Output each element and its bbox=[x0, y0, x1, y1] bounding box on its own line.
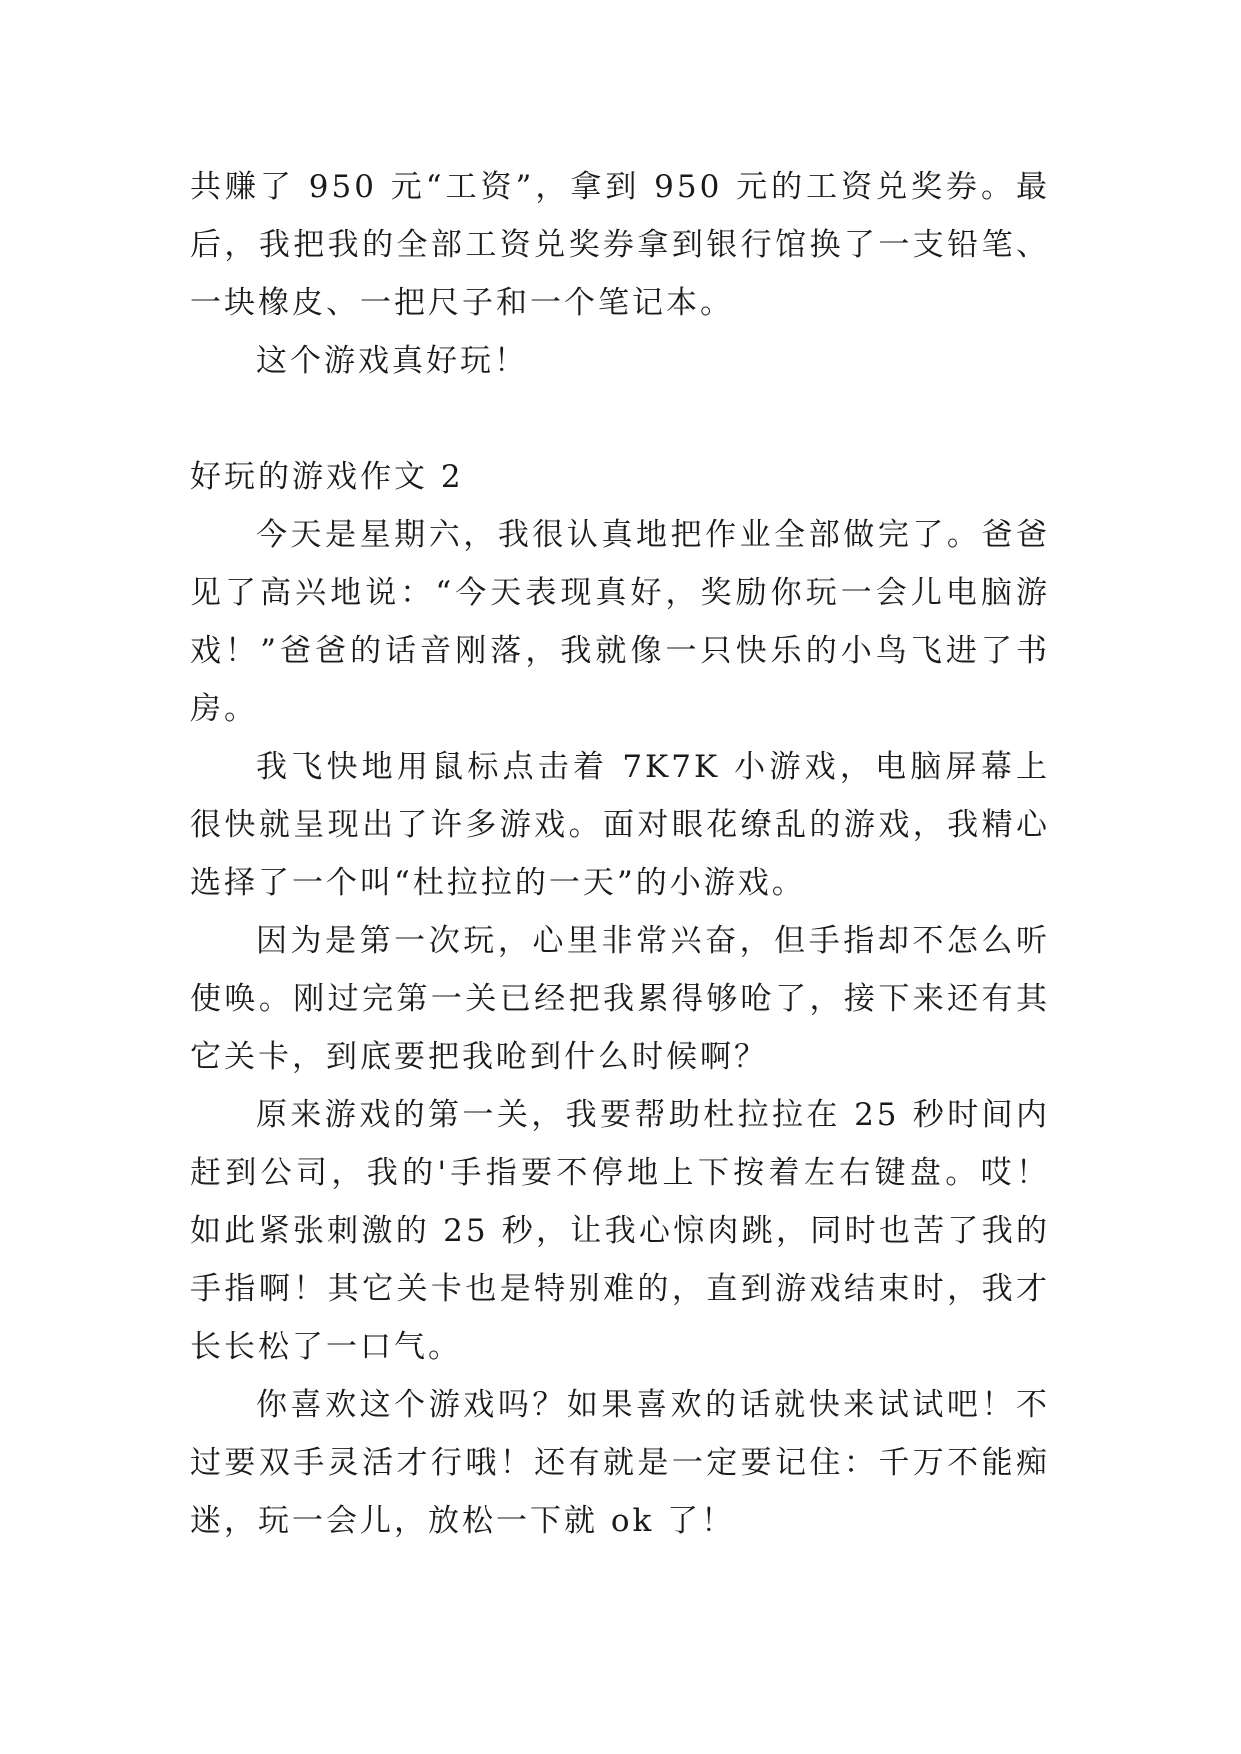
body-paragraph: 因为是第一次玩，心里非常兴奋，但手指却不怎么听使唤。刚过完第一关已经把我累得够呛了，接下来还有其它关卡，到底要把我呛到什么时候啊？ bbox=[190, 923, 1050, 1075]
document-body bbox=[190, 158, 1050, 1550]
body-paragraph: 我飞快地用鼠标点击着 7K7K 小游戏，电脑屏幕上很快就呈现出了许多游戏。面对眼花缭乱的游戏，我精心选择了一个叫“杜拉拉的一天”的小游戏。 bbox=[190, 749, 1050, 901]
body-paragraph: 原来游戏的第一关，我要帮助杜拉拉在 25 秒时间内赶到公司，我的'手指要不停地上下按着左右键盘。哎！如此紧张刺激的 25 秒，让我心惊肉跳，同时也苦了我的手指啊！其它关卡也是特别难的，直到游戏结束时，我才长长松了一口气。 bbox=[190, 1097, 1050, 1365]
closing-paragraph: 这个游戏真好玩！ bbox=[256, 343, 528, 379]
body-paragraph: 今天是星期六，我很认真地把作业全部做完了。爸爸见了高兴地说：“今天表现真好，奖励你玩一会儿电脑游戏！”爸爸的话音刚落，我就像一只快乐的小鸟飞进了书房。 bbox=[190, 517, 1050, 727]
continuation-paragraph: 共赚了 950 元“工资”，拿到 950 元的工资兑奖券。最后，我把我的全部工资兑奖券拿到银行馆换了一支铅笔、一块橡皮、一把尺子和一个笔记本。 bbox=[190, 169, 1050, 321]
body-paragraph: 你喜欢这个游戏吗？如果喜欢的话就快来试试吧！不过要双手灵活才行哦！还有就是一定要记住：千万不能痴迷，玩一会儿，放松一下就 ok 了！ bbox=[190, 1387, 1050, 1539]
section-title: 好玩的游戏作文 2 bbox=[190, 459, 464, 495]
